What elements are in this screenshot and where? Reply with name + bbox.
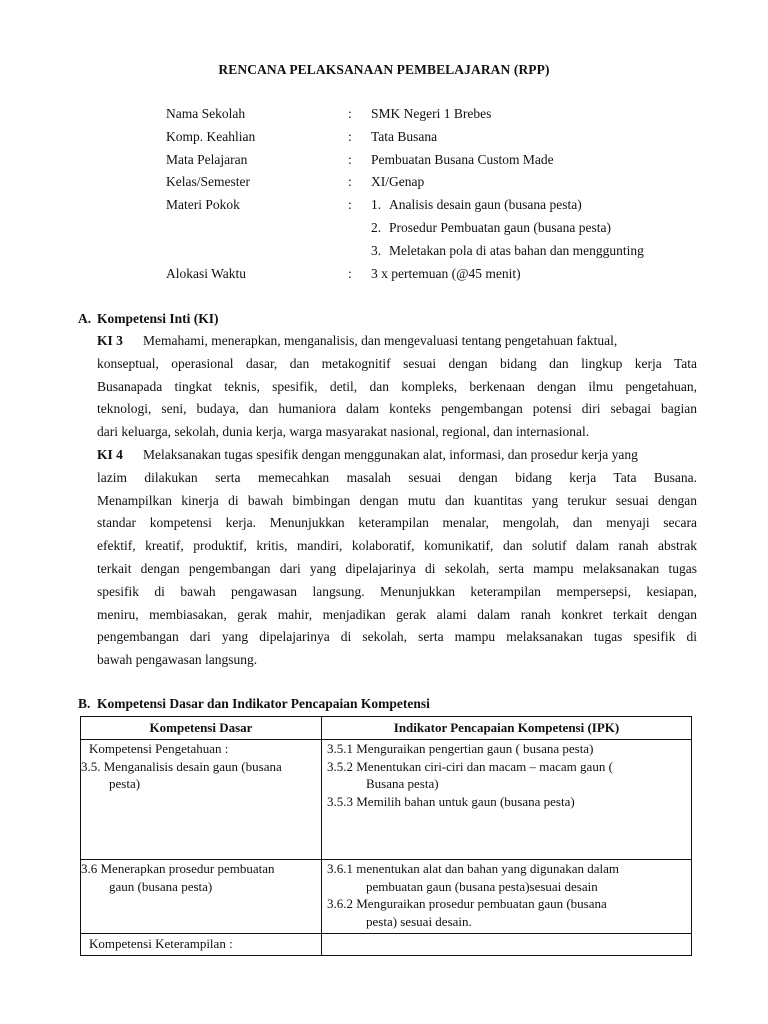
section-title: Kompetensi Inti (KI) <box>97 311 219 326</box>
ipk-line: pesta) sesuai desain. <box>366 913 472 929</box>
paragraph-line: terkait dengan pengembangan dari yang dipelajarinya di sekolah, serta mampu melaksanakan tugas <box>97 560 697 576</box>
paragraph-text: Memahami, menerapkan, menganalisis, dan mengevaluasi tentang pengetahuan faktual, <box>143 333 618 348</box>
list-item <box>371 197 644 220</box>
kd-cell <box>81 740 322 860</box>
ki-code: KI 4 <box>97 447 123 462</box>
list-text: Prosedur Pembuatan gaun (busana pesta) <box>389 219 611 235</box>
ipk-line: Busana pesta) <box>366 776 439 791</box>
paragraph-line: Busanapada tingkat teknis, spesifik, detil, dan kompleks, berkenaan dengan ilmu pengetahuan, <box>97 378 697 394</box>
kd-line: 3.5. Menganalisis desain gaun (busana <box>81 758 282 774</box>
ipk-cell <box>322 740 692 860</box>
identity-label: Mata Pelajaran <box>166 151 248 167</box>
paragraph-line <box>97 444 697 467</box>
list-text: Meletakan pola di atas bahan dan menggunting <box>389 242 644 258</box>
kd-cell <box>81 934 322 956</box>
identity-colon: : <box>348 174 352 190</box>
section-letter: B. <box>78 696 91 711</box>
list-item <box>371 220 644 243</box>
ki3-paragraph <box>97 330 697 444</box>
identity-colon: : <box>348 106 352 121</box>
table-row <box>81 934 692 956</box>
paragraph-line: teknologi, seni, budaya, dan humaniora dalam konteks pengembangan potensi diri sebagai bagian <box>97 401 697 417</box>
identity-colon: : <box>348 128 352 144</box>
identity-value: XI/Genap <box>371 174 425 190</box>
table-row <box>81 740 692 860</box>
paragraph-line: meniru, membiasakan, gerak mahir, menjadikan gerak alami dalam ranah konkret terkait dengan <box>97 606 697 622</box>
paragraph-line: efektif, kreatif, produktif, kritis, mandiri, kolaboratif, komunikatif, dan solutif dalam ranah abstrak <box>97 538 697 554</box>
section-title: Kompetensi Dasar dan Indikator Pencapaian Kompetensi <box>97 696 430 711</box>
identity-colon: : <box>348 197 352 213</box>
identity-label: Komp. Keahlian <box>166 128 256 144</box>
paragraph-line: pengembangan dari yang dipelajarinya di sekolah, serta mampu melaksanakan tugas spesifik di <box>97 629 697 645</box>
section-a-heading <box>78 311 219 328</box>
ipk-line: 3.5.1 Menguraikan pengertian gaun ( busana pesta) <box>327 741 594 756</box>
ipk-line: 3.6.1 menentukan alat dan bahan yang digunakan dalam <box>327 861 620 876</box>
kd-line: Kompetensi Pengetahuan : <box>89 741 229 756</box>
identity-colon: : <box>348 151 352 167</box>
paragraph-line <box>97 330 697 353</box>
kd-cell <box>81 860 322 934</box>
identity-value: SMK Negeri 1 Brebes <box>371 106 492 121</box>
column-header-ipk: Indikator Pencapaian Kompetensi (IPK) <box>322 717 692 740</box>
identity-value: Tata Busana <box>371 128 438 144</box>
identity-value: Pembuatan Busana Custom Made <box>371 151 554 167</box>
paragraph-line: bawah pengawasan langsung. <box>97 652 258 668</box>
ipk-cell <box>322 934 692 956</box>
identity-colon: : <box>348 265 352 281</box>
paragraph-line: spesifik di bawah pengawasan langsung. Menunjukkan keterampilan mempersepsi, kesiapan, <box>97 583 697 599</box>
kd-line: pesta) <box>109 776 141 791</box>
list-number: 2. <box>371 219 382 235</box>
identity-label: Materi Pokok <box>166 197 240 213</box>
paragraph-line: lazim dilakukan serta memecahkan masalah sesuai dengan bidang kerja Tata Busana. <box>97 469 697 485</box>
table-row <box>81 860 692 934</box>
paragraph-text: Melaksanakan tugas spesifik dengan menggunakan alat, informasi, dan prosedur kerja yang <box>143 447 638 462</box>
section-letter: A. <box>78 311 92 326</box>
table-header-row <box>81 717 692 740</box>
identity-label: Kelas/Semester <box>166 174 250 190</box>
paragraph-line: standar kompetensi kerja. Menunjukkan keterampilan menalar, mengolah, dan menyaji secara <box>97 515 697 531</box>
kd-line: Kompetensi Keterampilan : <box>89 936 233 951</box>
list-number: 3. <box>371 242 382 258</box>
ipk-line: 3.5.2 Menentukan ciri-ciri dan macam – macam gaun ( <box>327 758 613 774</box>
section-b-heading <box>78 696 430 713</box>
identity-label: Alokasi Waktu <box>166 265 247 281</box>
paragraph-line: dari keluarga, sekolah, dunia kerja, warga masyarakat nasional, regional, dan internasional. <box>97 424 590 440</box>
ipk-line: 3.5.3 Memilih bahan untuk gaun (busana pesta) <box>327 793 575 809</box>
identity-label: Nama Sekolah <box>166 106 246 121</box>
ki4-paragraph <box>97 444 697 672</box>
list-item <box>371 243 644 266</box>
kd-ipk-table <box>80 716 692 956</box>
ipk-line: pembuatan gaun (busana pesta)sesuai desain <box>366 878 598 894</box>
document-title: RENCANA PELAKSANAAN PEMBELAJARAN (RPP) <box>218 62 550 77</box>
paragraph-line: konseptual, operasional dasar, dan metakognitif sesuai dengan bidang dan lingkup kerja Tata <box>97 355 697 371</box>
kd-line: 3.6 Menerapkan prosedur pembuatan <box>81 861 275 876</box>
list-text: Analisis desain gaun (busana pesta) <box>389 197 582 213</box>
column-header-kd: Kompetensi Dasar <box>81 717 322 740</box>
kd-line: gaun (busana pesta) <box>109 878 213 894</box>
paragraph-line: Menampilkan kinerja di bawah bimbingan dengan mutu dan kuantitas yang terukur sesuai dengan <box>97 492 697 508</box>
list-number: 1. <box>371 197 382 213</box>
ipk-cell <box>322 860 692 934</box>
ipk-line: 3.6.2 Menguraikan prosedur pembuatan gaun (busana <box>327 896 607 911</box>
ki-code: KI 3 <box>97 333 123 348</box>
identity-value: 3 x pertemuan (@45 menit) <box>371 265 521 281</box>
materi-list <box>371 197 644 265</box>
